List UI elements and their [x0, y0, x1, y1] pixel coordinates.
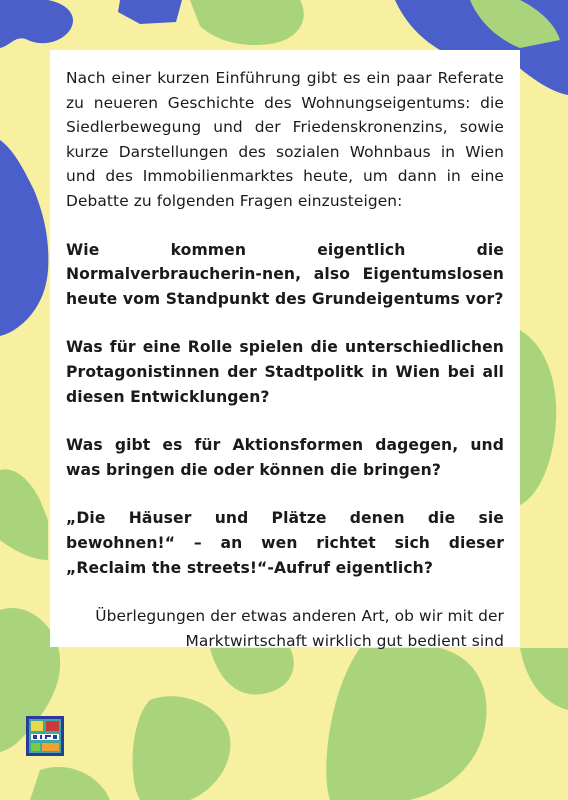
- question-4: „Die Häuser und Plätze denen die sie bewohnen!“ – an wen richtet sich dieser „Reclaim the streets!“-Aufruf eigentlich?: [66, 509, 504, 577]
- closing-paragraph: Überlegungen der etwas anderen Art, ob wir mit der Marktwirtschaft wirklich gut bedient sind: [95, 607, 504, 650]
- intro-paragraph: Nach einer kurzen Einführung gibt es ein paar Referate zu neueren Geschichte des Wohnungseigentums: die Siedlerbewegung und der Friedenskronenzins, sowie kurze Darstellungen des sozialen Wohnbaus in Wien und des Immobilienmarktes heute, um dann in eine Debatte zu folgenden Fragen einzusteigen:: [66, 69, 504, 210]
- logo: [26, 716, 64, 756]
- question-1: Wie kommen eigentlich die Normalverbraucherin-nen, also Eigentumslosen heute vom Standpunkt des Grundeigentums vor?: [66, 240, 504, 308]
- question-3: Was gibt es für Aktionsformen dagegen, und was bringen die oder können die bringen?: [66, 436, 504, 479]
- text-card: [50, 50, 520, 650]
- question-2: Was für eine Rolle spielen die unterschiedlichen Protagonistinnen der Stadtpolitk in Wien bei all diesen Entwicklungen?: [66, 338, 504, 406]
